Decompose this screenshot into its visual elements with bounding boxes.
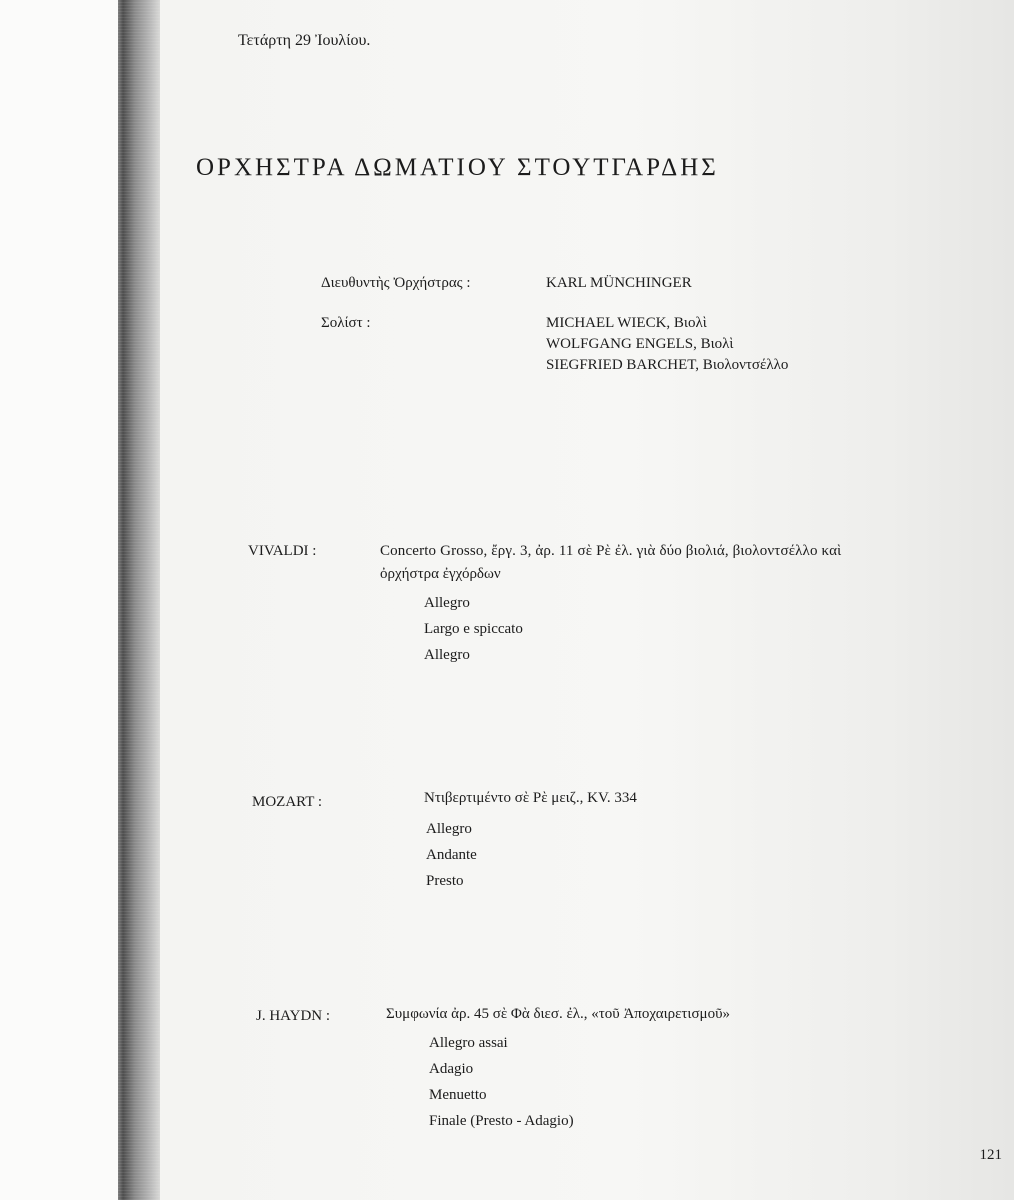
movement-haydn-4: Finale (Presto - Adagio) [429,1113,574,1129]
work-vivaldi-line-2: ὀρχήστρα ἐγχόρδων [380,566,501,582]
orchestra-title: ΟΡΧΗΣΤΡΑ ΔΩΜΑΤΙΟΥ ΣΤΟΥΤΓΑΡΔΗΣ [196,154,719,181]
movement-haydn-2: Adagio [429,1061,474,1077]
soloist-2: WOLFGANG ENGELS, Βιολὶ [546,336,734,352]
work-mozart-line-1: Ντιβερτιμέντο σὲ Ρὲ μειζ., KV. 334 [424,790,637,806]
soloists-label: Σολίστ : [321,315,371,331]
soloist-3: SIEGFRIED BARCHET, Βιολοντσέλλο [546,357,789,373]
movement-vivaldi-3: Allegro [424,647,470,663]
movement-vivaldi-1: Allegro [424,595,470,611]
work-vivaldi-line-1: Concerto Grosso, ἔργ. 3, ἀρ. 11 σὲ Ρὲ ἐλ. γιὰ δύο βιολιά, βιολοντσέλλο καὶ [380,543,842,559]
movement-vivaldi-2: Largo e spiccato [424,621,523,637]
movement-mozart-2: Andante [426,847,477,863]
conductor-label: Διευθυντὴς Ὀρχήστρας : [321,275,471,291]
work-haydn-line-1: Συμφωνία ἀρ. 45 σὲ Φὰ διεσ. ἐλ., «τοῦ Ἀποχαιρετισμοῦ» [386,1006,731,1022]
movement-haydn-3: Menuetto [429,1087,487,1103]
movement-mozart-1: Allegro [426,821,472,837]
conductor-name: KARL MÜNCHINGER [546,275,692,291]
movement-mozart-3: Presto [426,873,464,889]
composer-vivaldi: VIVALDI : [248,543,317,559]
composer-haydn: J. HAYDN : [256,1008,331,1024]
concert-date: Τετάρτη 29 Ἰουλίου. [238,32,371,49]
page-number: 121 [979,1147,1002,1163]
soloist-1: MICHAEL WIECK, Βιολὶ [546,315,707,331]
composer-mozart: MOZART : [252,794,323,810]
movement-haydn-1: Allegro assai [429,1035,508,1051]
